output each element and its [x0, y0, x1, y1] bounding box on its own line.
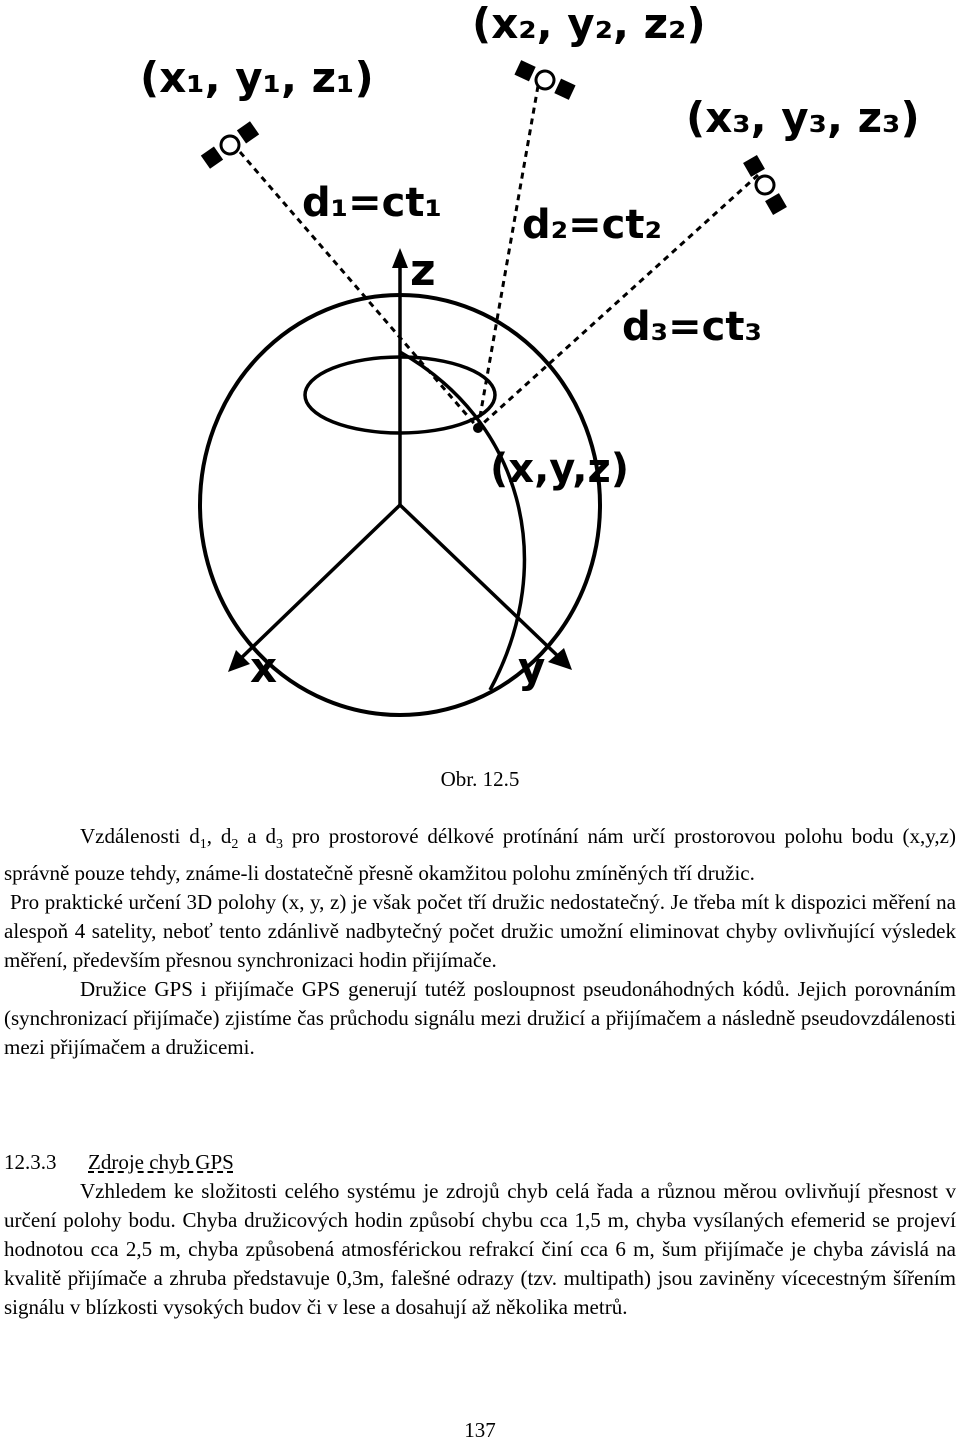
page-number: 137: [464, 1418, 496, 1442]
y-axis-label: y: [518, 643, 546, 692]
p1-part-b: , d: [206, 824, 232, 848]
paragraph-3d-position: Pro praktické určení 3D polohy (x, y, z) je však počet tří družic nedostatečný. Je třeba mít k dispozici měření na alespoň 4 satelity, neboť tento zdánlivě nadbytečný počet družic umožní eliminovat chyby ovlivňující výsledek měření, především přesnou synchronizaci hodin přijímače.: [4, 890, 956, 973]
p1-part-c: a d: [238, 824, 276, 848]
p1-part-d: pro prostorové délkové protínání nám určí prostorovou polohu bodu (x,y,z) správně pouze tehdy, známe-li dostatečně přesně okamžitou polohu zmíněných tří družic.: [4, 824, 957, 886]
section-heading: [4, 1148, 956, 1177]
paragraph-pseudorandom-codes: Družice GPS i přijímače GPS generují tutéž posloupnost pseudonáhodných kódů. Jejich porovnáním (synchronizací přijímače) zjistíme čas průchodu signálu mezi družicí a přijímačem a následně pseudovzdálenosti mezi přijímačem a družicemi.: [4, 977, 956, 1060]
paragraph-distances: [4, 822, 956, 888]
figure-caption: Obr. 12.5: [440, 767, 520, 791]
point-label: (x,y,z): [490, 446, 630, 492]
section-block: [4, 1148, 956, 1322]
distance-2-label: d₂=ct₂: [522, 202, 663, 248]
receiver-point: [473, 423, 483, 433]
satellite-1-icon: [200, 120, 259, 169]
p1-sub-2: 2: [231, 837, 239, 853]
distance-3-label: d₃=ct₃: [622, 304, 763, 350]
range-line-2: [478, 86, 538, 428]
p1-part-a: Vzdálenosti d: [80, 824, 200, 848]
section-number: 12.3.3: [4, 1150, 57, 1174]
z-axis-arrow: [392, 248, 408, 268]
paragraph-error-sources: Vzhledem ke složitosti celého systému je zdrojů chyb celá řada a různou měrou ovlivňují přesnost v určení polohy bodu. Chyba družicových hodin způsobí chybu cca 1,5 m, chyba vysílaných efemerid se projeví hodnotou cca 2,5 m, chyba způsobená atmosférickou refrakcí činí cca 6 m, šum přijímače je chyba závislá na kvalitě přijímače a zhruba představuje 0,3m, falešné odrazy (tzv. multipath) jsou zaviněny vícecestným šířením signálu v blízkosti vysokých budov či v lese a dosahují až několika metrů.: [4, 1179, 956, 1319]
satellite-2-label: (x₂, y₂, z₂): [472, 0, 706, 48]
p1-sub-3: 3: [275, 837, 283, 853]
satellite-1-label: (x₁, y₁, z₁): [140, 53, 374, 102]
section-title: Zdroje chyb GPS: [88, 1150, 234, 1174]
z-axis-label: z: [410, 245, 436, 296]
x-axis: [236, 505, 400, 663]
satellite-2-icon: [514, 59, 576, 101]
satellite-3-label: (x₃, y₃, z₃): [686, 93, 920, 142]
p1-sub-1: 1: [199, 837, 207, 853]
distance-1-label: d₁=ct₁: [302, 180, 443, 226]
y-axis: [400, 505, 562, 660]
x-axis-label: x: [250, 643, 278, 692]
body-text: [4, 822, 956, 1062]
